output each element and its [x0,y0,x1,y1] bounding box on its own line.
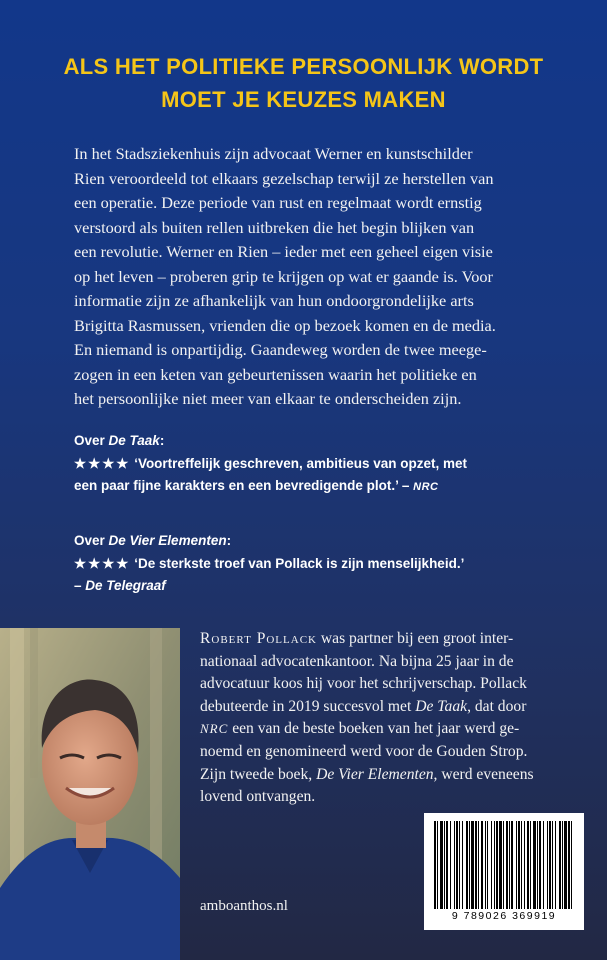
barcode-bar [511,821,513,909]
bio-line: advocatuur koos hij voor het schrijverschap. Pollack [200,675,527,693]
review-colon: : [226,533,232,548]
bio-book-title: De Vier Elementen [316,765,434,783]
review-source: NRC [413,481,439,493]
review-quote [74,453,574,476]
barcode-bar [516,821,517,909]
synopsis-line: het persoonlijke niet meer van elkaar te onderscheiden zijn. [74,389,462,408]
barcode-bar [503,821,504,909]
barcode-bar [521,821,522,909]
barcode-bar [459,821,460,909]
publisher-website[interactable]: amboanthos.nl [200,898,288,914]
barcode-bar [462,821,463,909]
barcode-bar [547,821,548,909]
synopsis-line: informatie zijn ze afhankelijk van hun ondoorgrondelijke arts [74,291,474,310]
bio-line [200,718,582,741]
bio-text: , dat door [467,697,527,715]
barcode-bar [475,821,477,909]
review-dash: – [74,578,86,593]
review-quote [74,553,574,576]
barcode-bar [568,821,570,909]
author-photo [0,628,180,960]
barcode-bar [555,821,556,909]
barcode-bar [499,821,502,909]
synopsis-line: verstoord als buiten rellen uitbreken die het begin blijken van [74,217,475,237]
barcode-bar [518,821,520,909]
barcode-bar [471,821,474,909]
barcode-bar [539,821,541,909]
barcode-bars [434,821,574,909]
bio-line [200,696,582,719]
barcode-bar [456,821,458,909]
bio-line [200,764,582,787]
barcode [424,813,584,930]
bio-newspaper: NRC [200,721,229,737]
headline-line-2: MOET JE KEUZES MAKEN [161,87,446,112]
barcode-bar [496,821,498,909]
review-heading [74,530,574,553]
bio-line [200,628,582,651]
barcode-bar [469,821,470,909]
bio-line: nationaal advocatenkantoor. Na bijna 25 jaar in de [200,652,514,670]
bio-text: , werd eveneens [433,765,534,783]
synopsis-line: Rien veroordeeld tot elkaars gezelschap terwijl ze herstellen van [74,168,494,188]
review-colon: : [159,433,165,448]
review-stars: ★★★★ [74,455,131,471]
synopsis-line: Brigitta Rasmussen, vrienden die op bezoek komen en de media. [74,315,496,335]
review-quote [74,475,574,499]
barcode-bar [533,821,536,909]
review-de-taak [74,430,574,499]
barcode-bar [537,821,538,909]
review-de-vier-elementen [74,530,574,598]
author-bio [200,628,582,809]
bio-text: debuteerde in 2019 succesvol met [200,697,416,715]
barcode-bar [434,821,436,909]
review-quote [74,575,574,598]
barcode-bar [444,821,445,909]
bio-line: lovend ontvangen. [200,788,316,806]
barcode-bar [494,821,495,909]
barcode-bar [466,821,468,909]
headline [0,50,607,116]
barcode-bar [454,821,455,909]
review-book-title: De Vier Elementen [108,533,227,548]
review-source: De Telegraaf [85,578,166,593]
synopsis-line: een operatie. Deze periode van rust en regelmaat wordt ernstig [74,193,482,212]
barcode-bar [450,821,451,909]
barcode-bar [446,821,448,909]
barcode-bar [509,821,510,909]
bio-text: was partner bij een groot inter- [316,630,514,647]
barcode-bar [491,821,492,909]
synopsis-line: zogen in een keten van gebeurtenissen waarin het politieke en [74,364,477,384]
barcode-bar [543,821,544,909]
barcode-bar [485,821,486,909]
review-quote-line: ‘Voortreffelijk geschreven, ambitieus van opzet, met [134,455,468,471]
review-heading [74,430,574,453]
barcode-bar [506,821,508,909]
synopsis-line: op het leven – proberen grip te krijgen op wat er gaande is. Voor [74,266,493,286]
review-quote-line: een paar fijne karakters en een bevredigende plot.’ [74,478,399,493]
barcode-bar [530,821,531,909]
barcode-bar [487,821,488,909]
author-photo-illustration [0,628,180,960]
barcode-bar [562,821,563,909]
barcode-bar [524,821,525,909]
barcode-bar [527,821,529,909]
barcode-bar [559,821,561,909]
barcode-bar [437,821,438,909]
barcode-bar [478,821,479,909]
barcode-bar [440,821,443,909]
barcode-bar [549,821,551,909]
headline-line-1: ALS HET POLITIEKE PERSOONLIJK WORDT [63,54,544,79]
review-book-title: De Taak [108,433,160,448]
bio-text: een van de beste boeken van het jaar werd ge- [228,720,520,738]
barcode-bar [571,821,572,909]
isbn-number: 9 789026 369919 [451,910,557,922]
bio-text: Zijn tweede boek, [200,765,317,783]
review-over-label: Over [74,533,109,548]
barcode-bar [564,821,567,909]
review-quote-line: ‘De sterkste troef van Pollack is zijn menselijkheid.’ [134,555,465,571]
review-dash: – [398,478,414,493]
review-stars: ★★★★ [74,555,131,571]
bio-book-title: De Taak [415,697,468,715]
synopsis [74,142,554,412]
synopsis-line: En niemand is onpartijdig. Gaandeweg worden de twee meege- [74,340,487,359]
barcode-bar [481,821,483,909]
barcode-bar [552,821,553,909]
review-over-label: Over [74,433,109,448]
synopsis-line: een revolutie. Werner en Rien – ieder met een geheel eigen visie [74,242,493,261]
author-name: Robert Pollack [200,630,317,647]
bio-line: noemd en genomineerd werd voor de Gouden Strop. [200,742,528,760]
synopsis-line: In het Stadsziekenhuis zijn advocaat Werner en kunstschilder [74,144,473,163]
